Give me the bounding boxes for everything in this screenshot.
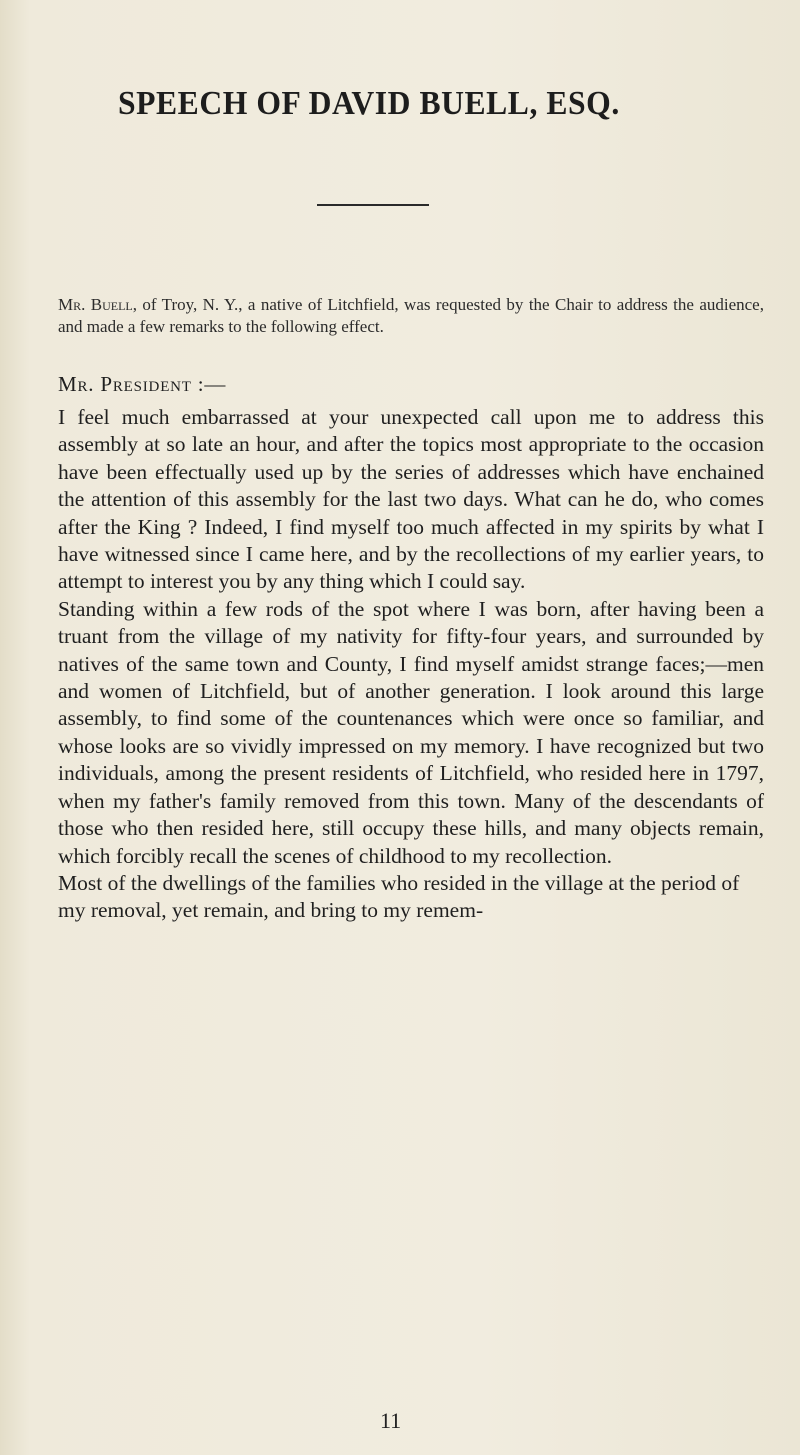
body-paragraph-3: Most of the dwellings of the families who resided in the village at the period of my removal, yet remain, and bring to my remem- — [58, 870, 740, 923]
speech-title: SPEECH OF DAVID BUELL, ESQ. — [118, 85, 620, 122]
page-number: 11 — [380, 1408, 402, 1433]
speech-body — [58, 404, 764, 925]
body-paragraph-1: I feel much embarrassed at your unexpected call upon me to address this assembly at so late an hour, and after the topics most appropriate to the occasion have been effectually used up by the series of addresses which have enchained the attention of this assembly for the last two days. What can he do, who comes after the King ? Indeed, I find myself too much affected in my spirits by what I have witnessed since I came here, and by the recollections of my earlier years, to attempt to interest you by any thing which I could say. — [58, 405, 764, 594]
intro-paragraph — [58, 294, 764, 338]
salutation: Mr. President :— — [58, 372, 227, 396]
title-divider — [317, 204, 429, 206]
intro-text: of Troy, N. Y., a native of Litchfield, was requested by the Chair to address the audience, and made a few remarks to the following effect. — [58, 295, 764, 336]
body-paragraph-2: Standing within a few rods of the spot where I was born, after having been a truant from the village of my nativity for fifty-four years, and surrounded by natives of the same town and County, I find myself amidst strange faces;—men and women of Litchfield, but of another generation. I look around this large assembly, to find some of the countenances which were once so familiar, and whose looks are so vividly impressed on my memory. I have recognized but two individuals, among the present residents of Litchfield, who resided here in 1797, when my father's family removed from this town. Many of the descendants of those who then resided here, still occupy these hills, and many objects remain, which forcibly recall the scenes of childhood to my recollection. — [58, 596, 764, 868]
intro-speaker-label: Mr. Buell, — [58, 295, 138, 314]
